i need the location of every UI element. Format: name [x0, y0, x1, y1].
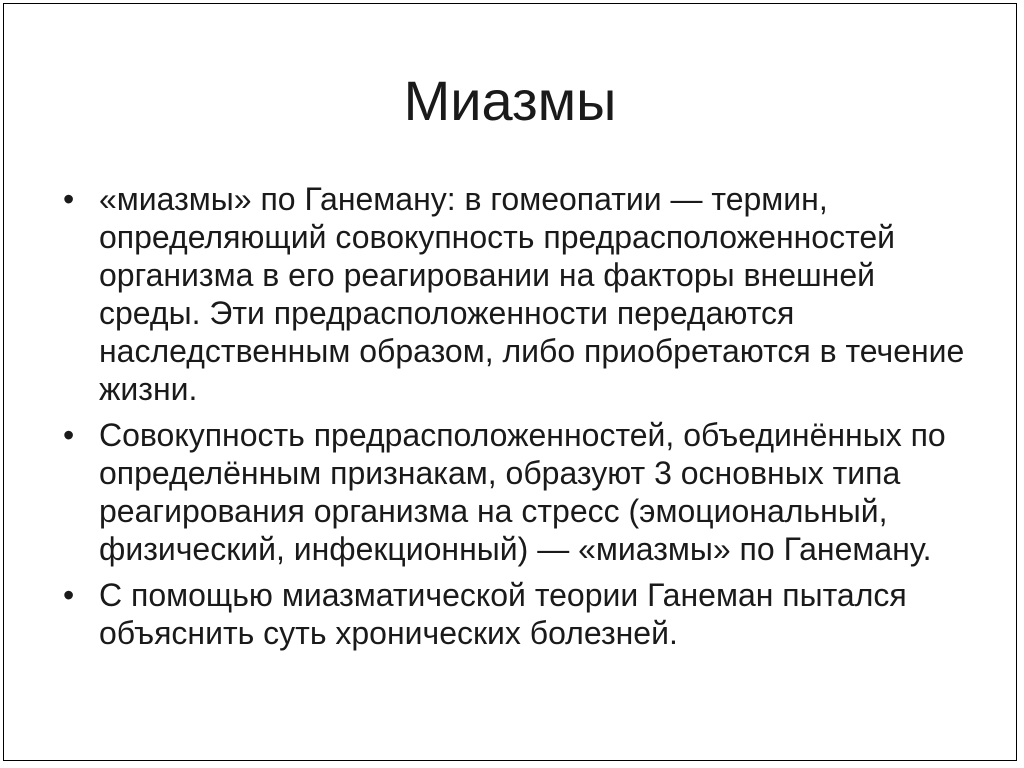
bullet-text: С помощью миазматической теории Ганеман пытался объяснить суть хронических болезней.	[99, 577, 907, 651]
bullet-item	[63, 416, 979, 568]
bullet-marker: •	[63, 181, 75, 217]
bullet-marker: •	[63, 417, 75, 453]
slide-title: Миазмы	[403, 69, 617, 132]
bullet-text: «миазмы» по Ганеману: в гомеопатии — термин, определяющий совокупность предрасположенностей организма в его реагировании на факторы внешней среды. Эти предрасположенности передаются наследственным образом, либо приобретаются в течение жизни.	[99, 181, 965, 407]
bullet-list	[63, 180, 979, 660]
bullet-marker: •	[63, 577, 75, 613]
bullet-text: Совокупность предрасположенностей, объединённых по определённым признакам, образуют 3 основных типа реагирования организма на стресс (эмоциональный, физический, инфекционный) — «миазмы» по Ганеману.	[99, 417, 946, 567]
bullet-item	[63, 180, 979, 408]
bullet-item	[63, 576, 979, 652]
slide	[3, 3, 1017, 761]
